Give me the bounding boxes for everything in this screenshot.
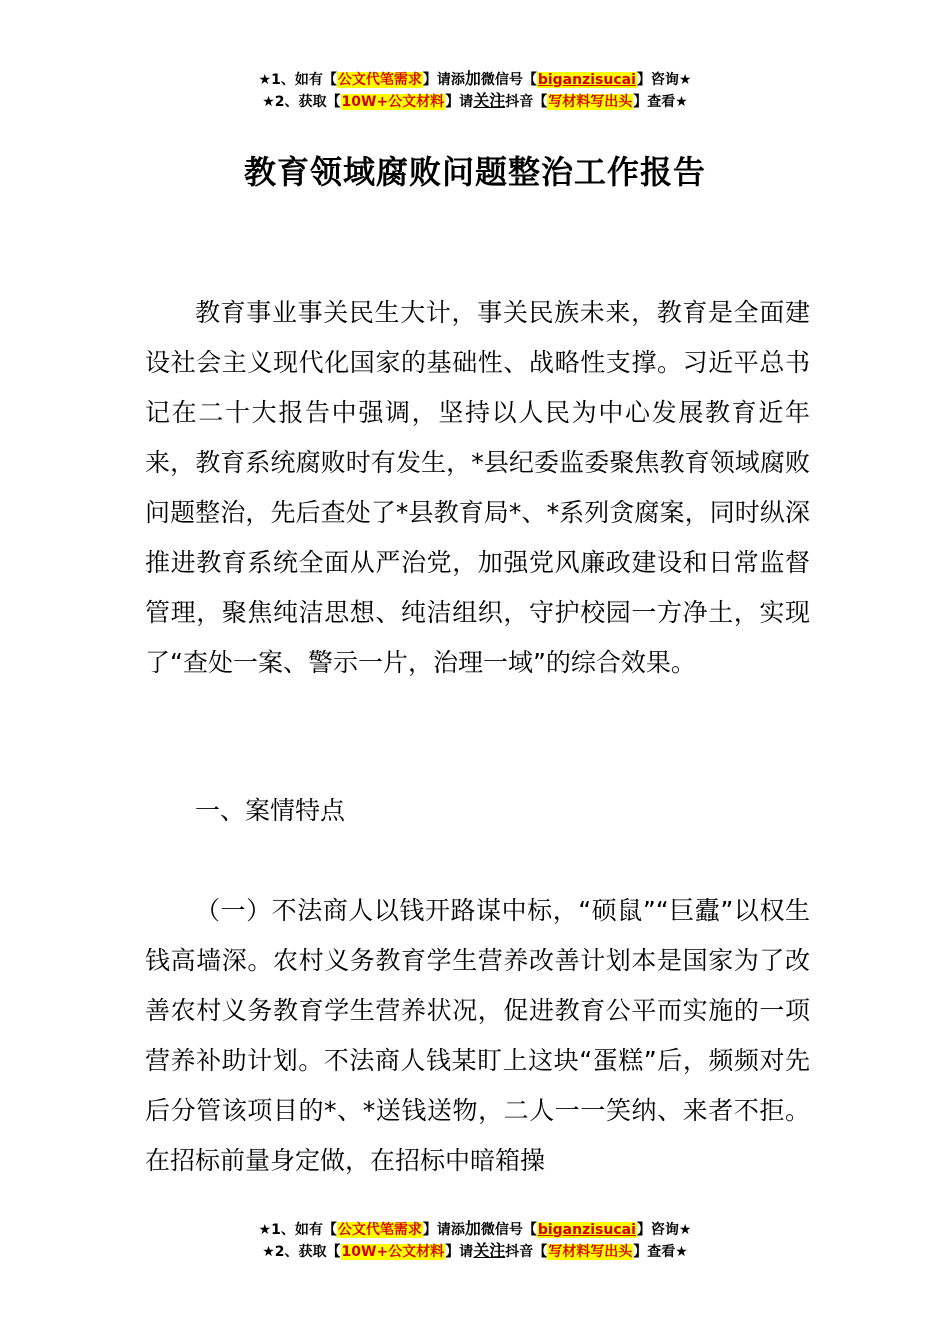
promo-douyin-id: 写材料写出头 xyxy=(548,1244,633,1260)
promo-line-1 xyxy=(0,68,950,90)
promo-text: 】查看★ xyxy=(633,94,688,110)
promo-text: 关注 xyxy=(473,91,506,110)
promo-text: 】查看★ xyxy=(633,1244,688,1260)
promo-text: 】请 xyxy=(445,1244,474,1260)
document-title: 教育领域腐败问题整治工作报告 xyxy=(243,153,706,191)
promo-footer xyxy=(0,1218,950,1262)
promo-highlight-service: 公文代笔需求 xyxy=(337,72,422,88)
promo-text: 】请添 xyxy=(422,72,465,88)
promo-text: 加 xyxy=(464,69,481,88)
promo-text: ★2、获取【 xyxy=(262,94,341,110)
promo-text: 】咨询★ xyxy=(636,1222,692,1238)
promo-highlight-materials: 10W+公文材料 xyxy=(341,1244,445,1260)
promo-douyin-id: 写材料写出头 xyxy=(548,94,633,110)
promo-highlight-materials: 10W+公文材料 xyxy=(341,94,445,110)
section-paragraph-text: （一）不法商人以钱开路谋中标，“硕鼠”“巨蠹”以权生钱高墙深。农村义务教育学生营养改善计划本是国家为了改善农村义务教育学生营养状况，促进教育公平而实施的一项营养补助计划。不法商人钱某盯上这块“蛋糕”后，频频对先后分管该项目的*、*送钱送物，二人一一笑纳、来者不拒。在招标前量身定做，在招标中暗箱操 xyxy=(145,896,810,1175)
section-heading: 一、案情特点 xyxy=(195,796,346,825)
promo-text: 关注 xyxy=(473,1241,506,1260)
promo-text: 抖音【 xyxy=(505,94,548,110)
promo-text: ★1、如有【 xyxy=(258,1222,337,1238)
promo-line-1 xyxy=(0,1218,950,1240)
promo-text: 加 xyxy=(464,1219,481,1238)
promo-wechat-id: biganzisucai xyxy=(537,1222,636,1238)
promo-text: 】请 xyxy=(445,94,474,110)
promo-wechat-id: biganzisucai xyxy=(537,72,636,88)
promo-text: 】请添 xyxy=(422,1222,465,1238)
promo-text: 抖音【 xyxy=(505,1244,548,1260)
promo-text: ★1、如有【 xyxy=(258,72,337,88)
promo-highlight-service: 公文代笔需求 xyxy=(337,1222,422,1238)
promo-text: ★2、获取【 xyxy=(262,1244,341,1260)
promo-line-2 xyxy=(0,1240,950,1262)
promo-text: 】咨询★ xyxy=(636,72,692,88)
intro-paragraph xyxy=(145,288,810,688)
promo-text: 微信号【 xyxy=(480,72,537,88)
promo-line-2 xyxy=(0,90,950,112)
promo-header xyxy=(0,68,950,112)
promo-text: 微信号【 xyxy=(480,1222,537,1238)
intro-text: 教育事业事关民生大计，事关民族未来，教育是全面建设社会主义现代化国家的基础性、战略性支撑。习近平总书记在二十大报告中强调，坚持以人民为中心发展教育近年来，教育系统腐败时有发生，*县纪委监委聚焦教育领域腐败问题整治，先后查处了*县教育局*、*系列贪腐案，同时纵深推进教育系统全面从严治党，加强党风廉政建设和日常监督管理，聚焦纯洁思想、纯洁组织，守护校园一方净土，实现了“查处一案、警示一片，治理一域”的综合效果。 xyxy=(145,298,810,677)
section-paragraph xyxy=(145,886,810,1186)
